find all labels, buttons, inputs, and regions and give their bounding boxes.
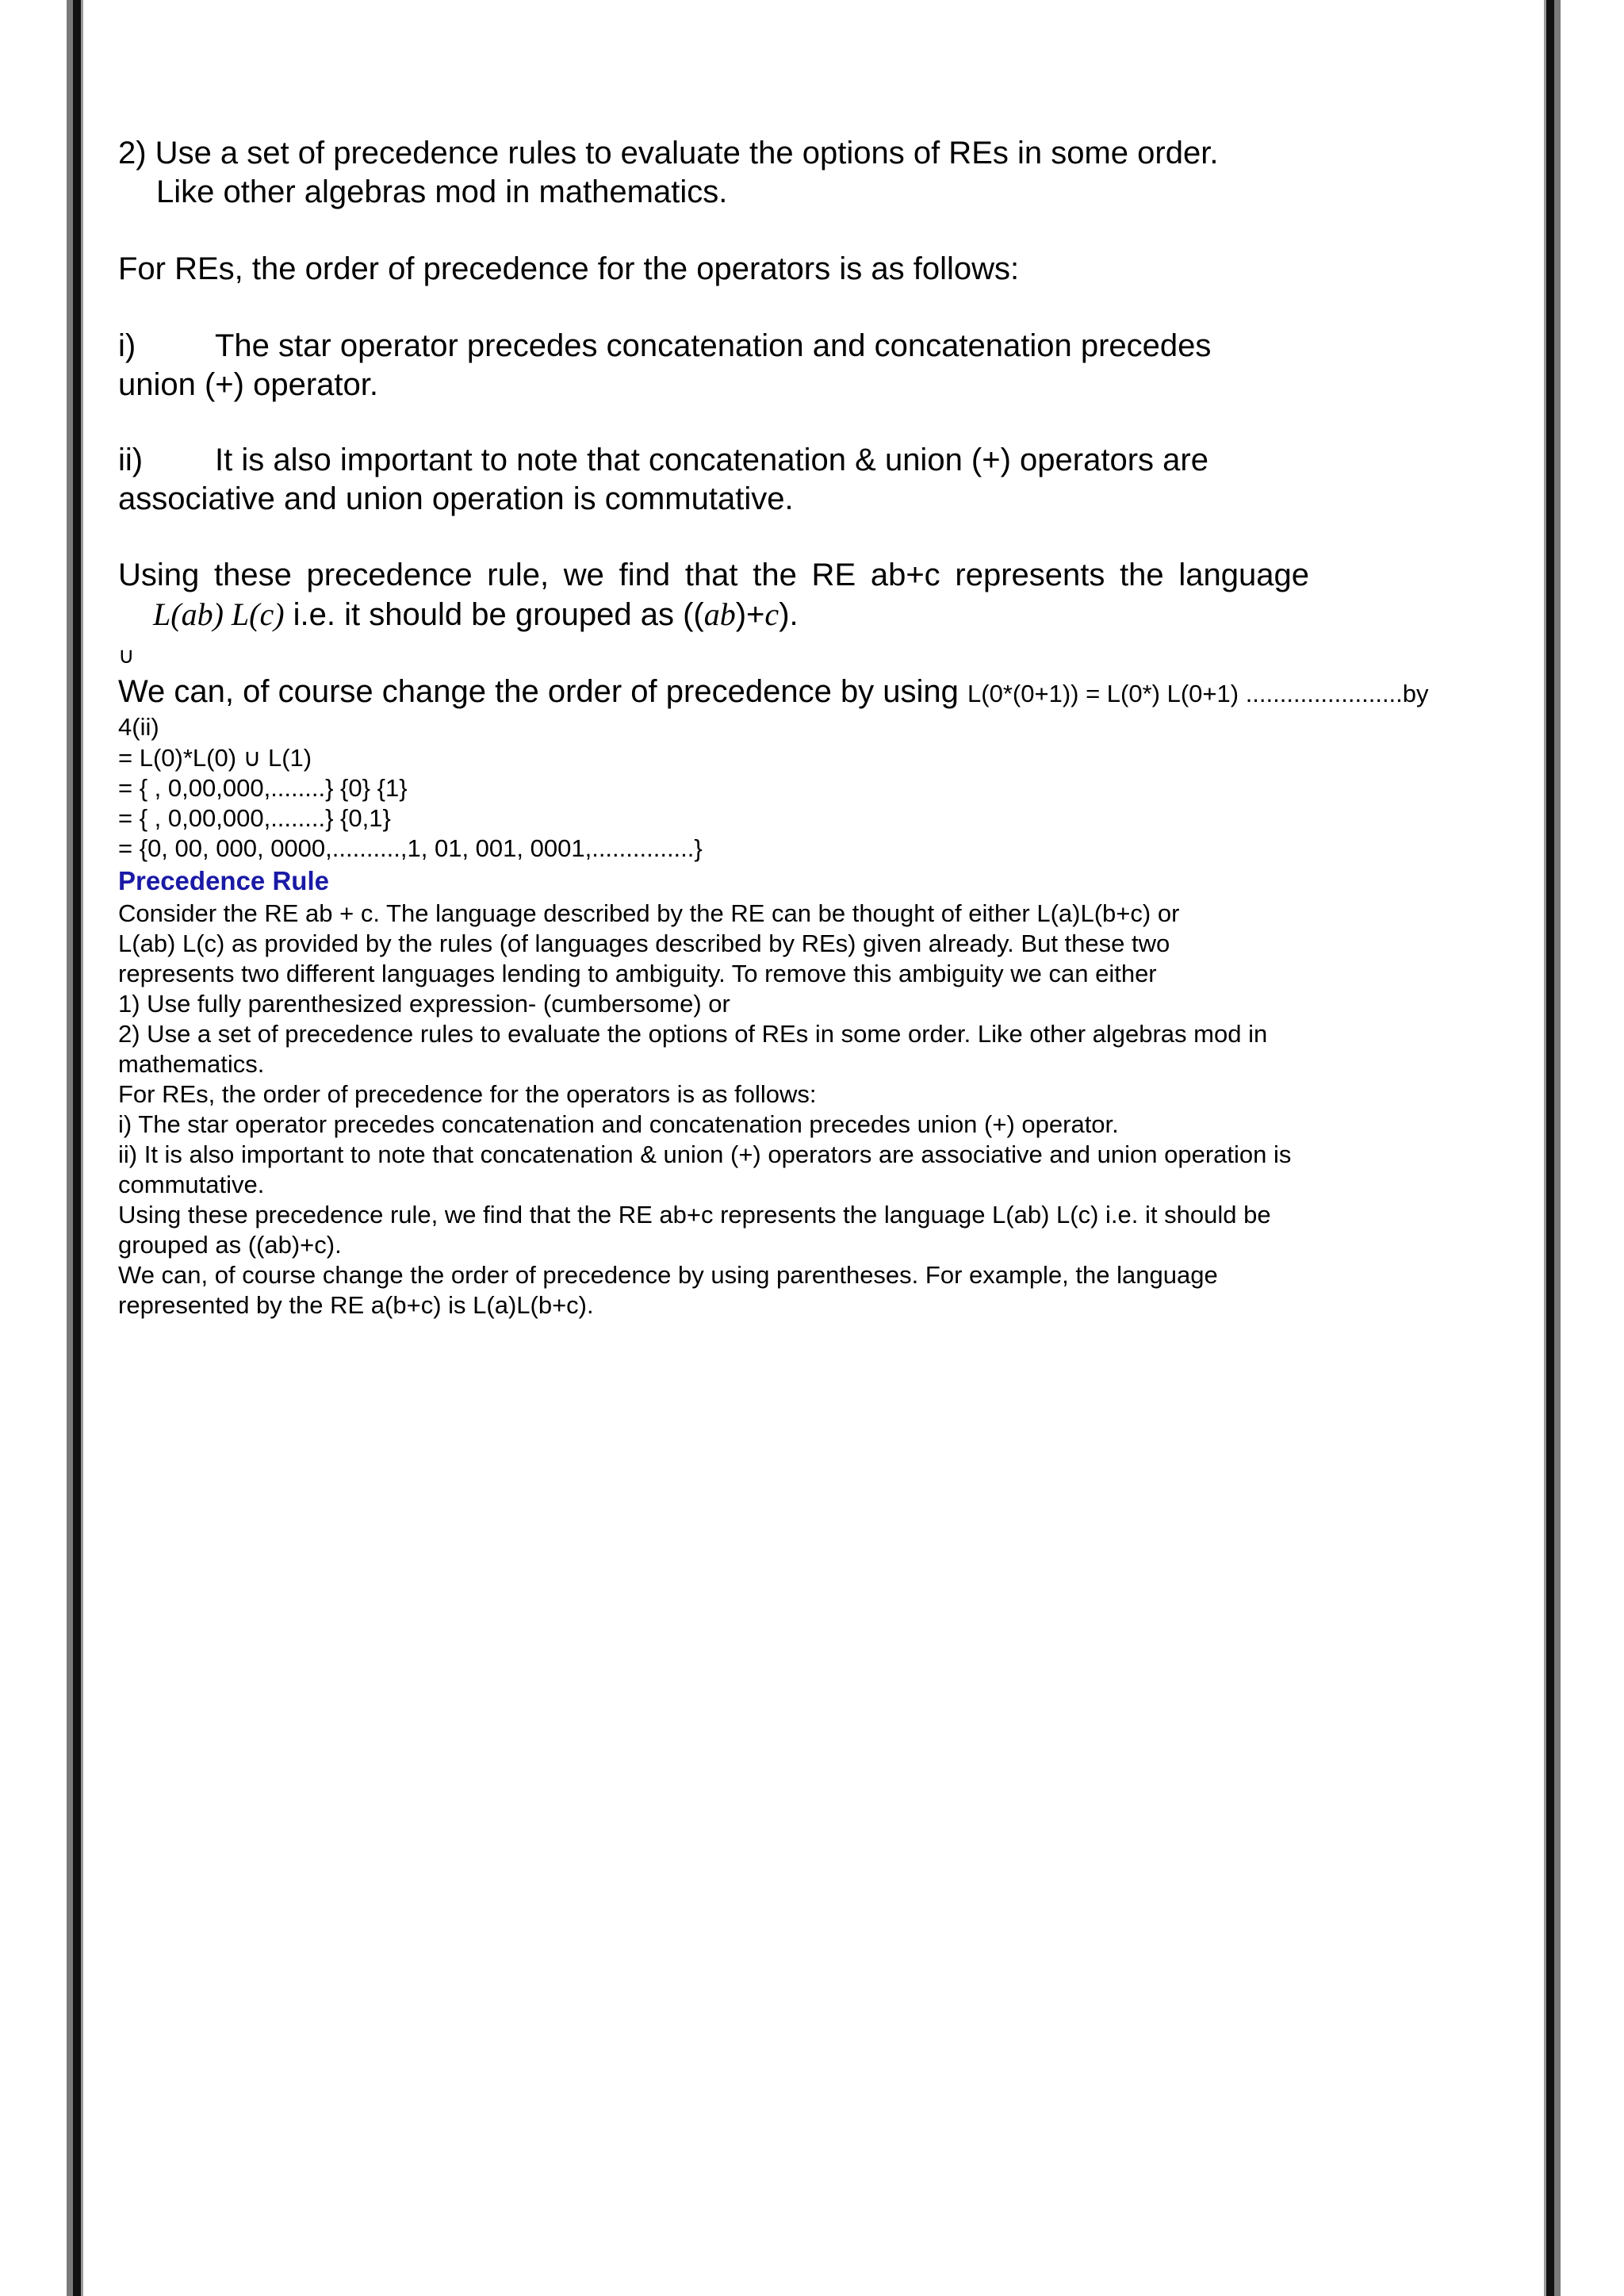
text-line: represents two different languages lending to ambiguity. To remove this ambiguity we can either — [118, 960, 1157, 987]
text-line: L(ab) L(c) as provided by the rules (of languages described by REs) given already. But these two — [118, 930, 1170, 957]
text-line: represented by the RE a(b+c) is L(a)L(b+c). — [118, 1291, 594, 1319]
text-span: )+ — [735, 597, 765, 632]
text-line: union (+) operator. — [118, 367, 378, 402]
left-border-inner — [81, 0, 83, 2296]
math-variable: c — [764, 596, 779, 632]
equation-line: = {0, 00, 000, 0000,..........,1, 01, 001, 0001,...............} — [118, 834, 703, 862]
paragraph-precedence-rules — [118, 134, 1218, 212]
right-border-thick — [1546, 0, 1554, 2296]
text-line: The star operator precedes concatenation and concatenation precedes — [215, 328, 1212, 363]
text-span: We can, of course change the order of precedence by using — [118, 674, 968, 709]
section-paragraph — [118, 899, 1291, 1320]
text-line: Using these precedence rule, we find that the RE ab+c represents the language L(ab) L(c) i.e. it should be — [118, 1201, 1271, 1228]
text-line: Consider the RE ab + c. The language described by the RE can be thought of either L(a)L(b+c) or — [118, 899, 1180, 927]
text-line: ii) It is also important to note that concatenation & union (+) operators are associative and union operation is — [118, 1140, 1292, 1168]
left-border-thick — [73, 0, 81, 2296]
paragraph-change-order — [118, 673, 1429, 742]
paragraph-order-intro: For REs, the order of precedence for the operators is as follows: — [118, 251, 1020, 286]
text-line: We can, of course change the order of precedence by using parentheses. For example, the language — [118, 1261, 1218, 1289]
right-border-outer — [1554, 0, 1561, 2296]
reference-number: 4(ii) — [118, 713, 159, 741]
paragraph-rule-ii — [118, 441, 1208, 519]
text-line: Using these precedence rule, we find that the RE ab+c represents the language — [118, 558, 1309, 592]
union-symbol: ∪ — [118, 643, 135, 668]
text-line: 1) Use fully parenthesized expression- (cumbersome) or — [118, 990, 730, 1018]
list-number: i) — [118, 328, 136, 363]
text-line: It is also important to note that concatenation & union (+) operators are — [215, 443, 1208, 477]
math-expression: L(0*(0+1)) = L(0*) L(0+1) — [967, 680, 1239, 707]
paragraph-grouping — [118, 556, 1309, 634]
text-line: grouped as ((ab)+c). — [118, 1231, 342, 1259]
text-line: 2) Use a set of precedence rules to evaluate the options of REs in some order. — [118, 136, 1219, 171]
math-variable: ab — [703, 596, 736, 632]
text-line: For REs, the order of precedence for the operators is as follows: — [118, 1080, 817, 1108]
equation-line: = { , 0,00,000,........} {0} {1} — [118, 774, 408, 802]
text-span: i.e. it should be grouped as (( — [284, 597, 704, 632]
text-line: mathematics. — [118, 1050, 265, 1078]
left-border-outer — [67, 0, 73, 2296]
equation-line: = { , 0,00,000,........} {0,1} — [118, 804, 391, 832]
section-heading: Precedence Rule — [118, 866, 329, 895]
paragraph-rule-i — [118, 327, 1211, 404]
text-span: ). — [779, 597, 799, 632]
equation-line: = L(0)*L(0) ∪ L(1) — [118, 744, 312, 772]
reference-dots: .......................by — [1239, 680, 1429, 707]
text-line: 2) Use a set of precedence rules to evaluate the options of REs in some order. Like other algebras mod in — [118, 1020, 1268, 1048]
text-line: associative and union operation is commutative. — [118, 481, 794, 516]
list-number: ii) — [118, 443, 144, 477]
text-line: i) The star operator precedes concatenation and concatenation precedes union (+) operator. — [118, 1110, 1119, 1138]
text-line: Like other algebras mod in mathematics. — [156, 174, 728, 209]
math-expression: L(ab) L(c) — [153, 596, 285, 632]
equation-block — [118, 743, 703, 864]
text-line: commutative. — [118, 1171, 265, 1198]
